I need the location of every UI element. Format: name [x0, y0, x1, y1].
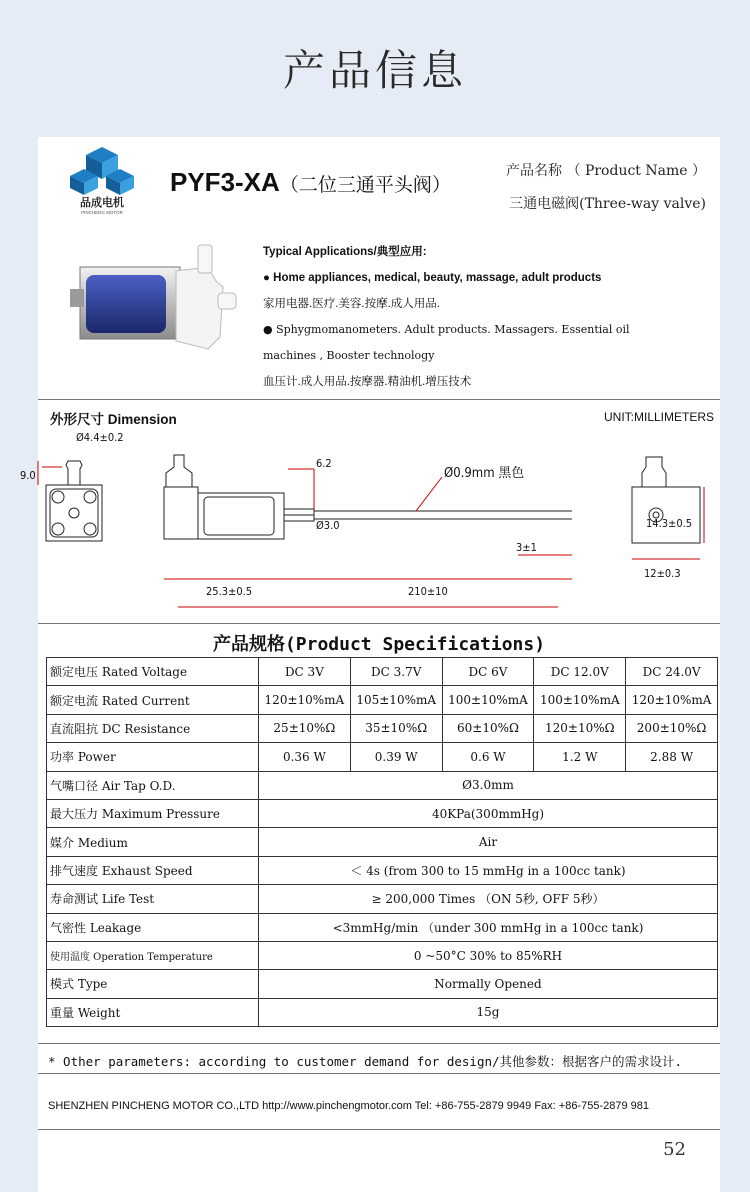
dim-label: 3±1 [516, 541, 537, 554]
spec-row [47, 799, 718, 827]
spec-value: 0 ~50°C 30% to 85%RH [259, 941, 718, 969]
product-name-label: 产品名称 （ Product Name ） [506, 163, 706, 179]
dim-label: Ø4.4±0.2 [76, 431, 124, 444]
spec-label: 最大压力 Maximum Pressure [47, 799, 259, 827]
spec-cell: 0.36 W [259, 743, 351, 771]
product-name-value: 三通电磁阀(Three-way valve) [509, 196, 706, 212]
spec-cell: DC 3.7V [350, 658, 442, 686]
applications-line: machines , Booster technology [263, 349, 435, 362]
spec-label: 使用温度 Operation Temperature [47, 941, 259, 969]
dim-label: 9.0 [20, 469, 36, 482]
spec-row [47, 714, 718, 742]
spec-value: Ø3.0mm [259, 771, 718, 799]
spec-row [47, 885, 718, 913]
note: * Other parameters: according to customer demand for design/其他参数：根据客户的需求设计. [48, 1054, 683, 1069]
spec-row [47, 941, 718, 969]
spec-row [47, 913, 718, 941]
dim-label: 12±0.3 [644, 567, 681, 580]
spec-cell: 120±10%mA [259, 686, 351, 714]
spec-title: 产品规格(Product Specifications) [212, 634, 546, 655]
model-title [170, 167, 451, 198]
dim-label: 210±10 [408, 585, 448, 598]
unit-label: UNIT:MILLIMETERS [603, 410, 714, 424]
divider [38, 1129, 720, 1130]
applications-line: 血压计.成人用品.按摩器.精油机.增压技术 [263, 376, 472, 388]
logo-text: 品成电机 [80, 196, 124, 209]
spec-row [47, 998, 718, 1026]
spec-cell: 100±10%mA [442, 686, 534, 714]
valve-product-photo [58, 237, 258, 367]
dim-label: Ø3.0 [316, 519, 340, 532]
datasheet [20, 137, 720, 1192]
divider [38, 1043, 720, 1044]
spec-value: 15g [259, 998, 718, 1026]
applications-line: ● Sphygmomanometers. Adult products. Massagers. Essential oil [263, 323, 630, 336]
logo-subtext: PINCHENG MOTOR [81, 210, 123, 215]
spec-cell: 0.6 W [442, 743, 534, 771]
spec-value: ＜ 4s (from 300 to 15 mmHg in a 100cc tank) [259, 856, 718, 884]
divider [38, 623, 720, 624]
spec-row [47, 771, 718, 799]
spec-value: Air [259, 828, 718, 856]
spec-value: 40KPa(300mmHg) [259, 799, 718, 827]
spec-cell: 25±10%Ω [259, 714, 351, 742]
spec-value: ≥ 200,000 Times （ON 5秒, OFF 5秒） [259, 885, 718, 913]
model-description: （二位三通平头阀） [279, 174, 451, 196]
footer: SHENZHEN PINCHENG MOTOR CO.,LTD http://www.pinchengmotor.com Tel: +86-755-2879 9949 Fax: +86-755-2879 981 [48, 1100, 649, 1112]
spec-label: 额定电流 Rated Current [47, 686, 259, 714]
spec-value: <3mmHg/min （under 300 mmHg in a 100cc tank) [259, 913, 718, 941]
spec-cell: 0.39 W [350, 743, 442, 771]
spec-row [47, 658, 718, 686]
spec-label: 气嘴口径 Air Tap O.D. [47, 771, 259, 799]
typical-applications [263, 239, 630, 395]
spec-cell: 200±10%Ω [626, 714, 718, 742]
spec-row [47, 828, 718, 856]
spec-cell: 2.88 W [626, 743, 718, 771]
spec-cell: DC 6V [442, 658, 534, 686]
applications-line: ● Home appliances, medical, beauty, massage, adult products [263, 272, 602, 284]
spec-label: 功率 Power [47, 743, 259, 771]
page-number: 52 [663, 1139, 686, 1160]
spec-cell: DC 3V [259, 658, 351, 686]
spec-label: 排气速度 Exhaust Speed [47, 856, 259, 884]
spec-cell: DC 12.0V [534, 658, 626, 686]
spec-label: 额定电压 Rated Voltage [47, 658, 259, 686]
spec-row [47, 856, 718, 884]
logo-mark [70, 147, 134, 195]
page-title: 产品信息 [282, 46, 467, 95]
spec-cell: 35±10%Ω [350, 714, 442, 742]
spec-cell: 60±10%Ω [442, 714, 534, 742]
spec-row [47, 970, 718, 998]
dim-label: Ø0.9mm 黑色 [444, 466, 525, 481]
dim-label: 6.2 [316, 457, 332, 470]
spec-value: Normally Opened [259, 970, 718, 998]
spec-label: 重量 Weight [47, 998, 259, 1026]
spec-row [47, 743, 718, 771]
dim-label: 14.3±0.5 [646, 517, 693, 530]
dimension-title: 外形尺寸 Dimension [50, 412, 177, 427]
dimension-drawing [20, 427, 720, 617]
applications-heading: Typical Applications/典型应用: [263, 246, 427, 258]
spec-label: 寿命测试 Life Test [47, 885, 259, 913]
spec-cell: 1.2 W [534, 743, 626, 771]
divider [38, 399, 720, 400]
spec-table [46, 657, 718, 1027]
model-number: PYF3-XA [170, 167, 280, 197]
company-logo [60, 145, 144, 215]
spec-label: 气密性 Leakage [47, 913, 259, 941]
spec-cell: 120±10%mA [626, 686, 718, 714]
dim-label: 25.3±0.5 [206, 585, 253, 598]
spec-label: 模式 Type [47, 970, 259, 998]
product-name-block [506, 155, 706, 221]
spec-cell: 100±10%mA [534, 686, 626, 714]
spec-cell: 105±10%mA [350, 686, 442, 714]
spec-label: 直流阻抗 DC Resistance [47, 714, 259, 742]
divider [38, 1073, 720, 1074]
spec-cell: 120±10%Ω [534, 714, 626, 742]
spec-label: 媒介 Medium [47, 828, 259, 856]
spec-row [47, 686, 718, 714]
applications-line: 家用电器.医疗.美容.按摩.成人用品. [263, 298, 440, 310]
spec-cell: DC 24.0V [626, 658, 718, 686]
